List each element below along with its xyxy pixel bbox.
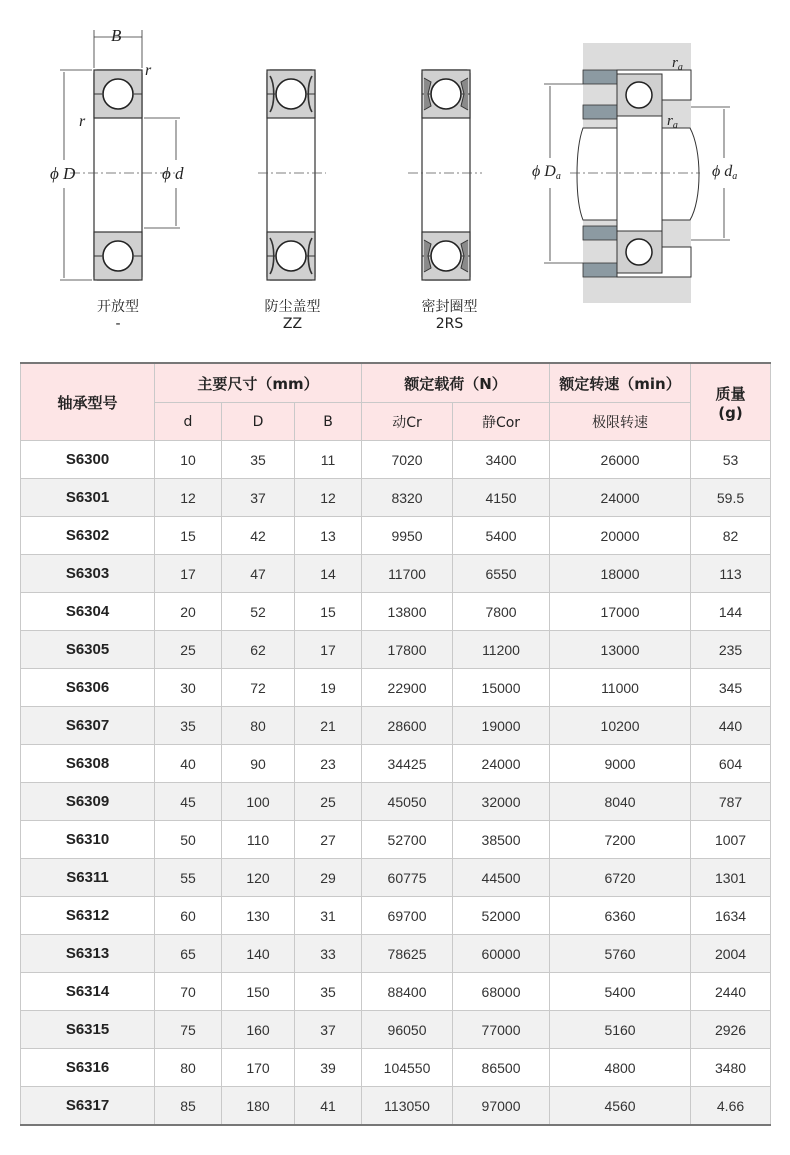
cell-b: 14 [295,555,362,593]
label-phi-da-inner: ϕ da [712,163,738,182]
table-row [21,555,771,593]
caption-zz-type [245,299,340,333]
caption-open-label: 开放型 [97,299,139,315]
cell-limit-speed: 5760 [550,935,691,973]
cell-b: 29 [295,859,362,897]
cell-mass: 3480 [691,1049,771,1087]
label-r-top: r [145,62,152,79]
cell-model: S6303 [21,555,155,593]
table-body [21,441,771,1126]
cell-cr: 52700 [362,821,453,859]
cell-mass: 2004 [691,935,771,973]
cell-outer-d: 80 [222,707,295,745]
cell-model: S6308 [21,745,155,783]
cell-cor: 97000 [453,1087,550,1126]
cell-cr: 22900 [362,669,453,707]
caption-open-code: - [115,316,121,332]
cell-model: S6317 [21,1087,155,1126]
cell-outer-d: 52 [222,593,295,631]
cell-b: 15 [295,593,362,631]
cell-model: S6310 [21,821,155,859]
cell-mass: 345 [691,669,771,707]
table-row [21,479,771,517]
cell-cr: 78625 [362,935,453,973]
cell-cor: 77000 [453,1011,550,1049]
cell-limit-speed: 9000 [550,745,691,783]
cell-b: 33 [295,935,362,973]
cell-mass: 2926 [691,1011,771,1049]
cell-cor: 19000 [453,707,550,745]
cell-d: 10 [155,441,222,479]
cell-limit-speed: 6360 [550,897,691,935]
cell-limit-speed: 4800 [550,1049,691,1087]
cell-cr: 28600 [362,707,453,745]
bearing-diagrams [0,0,790,345]
table-row [21,707,771,745]
cell-mass: 604 [691,745,771,783]
cell-cor: 86500 [453,1049,550,1087]
bearing-spec-table [20,362,771,1126]
cell-cor: 15000 [453,669,550,707]
cell-d: 35 [155,707,222,745]
header-main-dims: 主要尺寸（mm） [155,363,362,403]
table-row [21,897,771,935]
cell-cor: 60000 [453,935,550,973]
table-row [21,517,771,555]
cell-model: S6302 [21,517,155,555]
cell-limit-speed: 17000 [550,593,691,631]
cell-outer-d: 62 [222,631,295,669]
cell-d: 45 [155,783,222,821]
cell-d: 75 [155,1011,222,1049]
caption-zz-label: 防尘盖型 [264,299,321,315]
cell-d: 40 [155,745,222,783]
cell-d: 20 [155,593,222,631]
cell-outer-d: 100 [222,783,295,821]
table-row [21,859,771,897]
header-limit-speed: 极限转速 [550,403,691,441]
cell-outer-d: 120 [222,859,295,897]
cell-model: S6316 [21,1049,155,1087]
cell-cr: 60775 [362,859,453,897]
cell-model: S6300 [21,441,155,479]
cell-cor: 3400 [453,441,550,479]
cell-mass: 144 [691,593,771,631]
cell-outer-d: 90 [222,745,295,783]
cell-cr: 13800 [362,593,453,631]
mounting-drawing [532,43,737,303]
cell-cor: 44500 [453,859,550,897]
cell-b: 11 [295,441,362,479]
cell-cr: 34425 [362,745,453,783]
cell-d: 85 [155,1087,222,1126]
cell-outer-d: 150 [222,973,295,1011]
cell-limit-speed: 10200 [550,707,691,745]
header-mass: 质量 (g) [691,363,771,441]
cell-cor: 4150 [453,479,550,517]
cell-cr: 69700 [362,897,453,935]
cell-b: 39 [295,1049,362,1087]
cell-model: S6313 [21,935,155,973]
cell-b: 37 [295,1011,362,1049]
label-phi-outer-d: ϕ D [50,164,76,183]
cell-b: 23 [295,745,362,783]
cell-mass: 82 [691,517,771,555]
cell-outer-d: 140 [222,935,295,973]
cell-d: 30 [155,669,222,707]
header-model: 轴承型号 [21,363,155,441]
header-cr: 动Cr [362,403,453,441]
cell-cor: 52000 [453,897,550,935]
cell-model: S6312 [21,897,155,935]
cell-cor: 68000 [453,973,550,1011]
cell-mass: 113 [691,555,771,593]
cell-outer-d: 47 [222,555,295,593]
cell-limit-speed: 24000 [550,479,691,517]
header-d: d [155,403,222,441]
cell-d: 15 [155,517,222,555]
cell-model: S6315 [21,1011,155,1049]
cell-model: S6301 [21,479,155,517]
label-r-side: r [79,113,86,130]
cell-cor: 11200 [453,631,550,669]
cell-model: S6309 [21,783,155,821]
cell-mass: 1301 [691,859,771,897]
table-row [21,669,771,707]
2rs-type-drawing [408,70,482,280]
cell-limit-speed: 6720 [550,859,691,897]
table-row [21,441,771,479]
cell-model: S6304 [21,593,155,631]
cell-d: 80 [155,1049,222,1087]
cell-limit-speed: 7200 [550,821,691,859]
cell-model: S6314 [21,973,155,1011]
table-row [21,1011,771,1049]
cell-cr: 11700 [362,555,453,593]
label-b: B [111,26,122,45]
cell-mass: 1634 [691,897,771,935]
cell-limit-speed: 8040 [550,783,691,821]
cell-outer-d: 160 [222,1011,295,1049]
cell-b: 41 [295,1087,362,1126]
cell-b: 19 [295,669,362,707]
cell-mass: 787 [691,783,771,821]
table-row [21,1087,771,1126]
table-row [21,593,771,631]
label-phi-da-outer: ϕ Da [532,163,561,182]
caption-2rs-type [402,299,497,333]
cell-cr: 7020 [362,441,453,479]
cell-model: S6307 [21,707,155,745]
cell-mass: 235 [691,631,771,669]
header-outer-d: D [222,403,295,441]
cell-limit-speed: 4560 [550,1087,691,1126]
cell-cr: 45050 [362,783,453,821]
cell-limit-speed: 5160 [550,1011,691,1049]
cell-cor: 7800 [453,593,550,631]
cell-cor: 32000 [453,783,550,821]
cell-d: 55 [155,859,222,897]
cell-d: 60 [155,897,222,935]
cell-b: 12 [295,479,362,517]
zz-type-drawing [258,70,326,280]
cell-b: 25 [295,783,362,821]
table-row [21,821,771,859]
cell-outer-d: 72 [222,669,295,707]
cell-outer-d: 35 [222,441,295,479]
cell-model: S6305 [21,631,155,669]
cell-outer-d: 170 [222,1049,295,1087]
table-row [21,973,771,1011]
cell-limit-speed: 20000 [550,517,691,555]
label-ra-side: $r_a$ [667,113,678,131]
cell-cr: 88400 [362,973,453,1011]
cell-outer-d: 110 [222,821,295,859]
cell-limit-speed: 11000 [550,669,691,707]
cell-mass: 2440 [691,973,771,1011]
cell-outer-d: 42 [222,517,295,555]
cell-d: 17 [155,555,222,593]
cell-limit-speed: 13000 [550,631,691,669]
cell-cor: 38500 [453,821,550,859]
cell-cr: 9950 [362,517,453,555]
cell-b: 27 [295,821,362,859]
cell-b: 35 [295,973,362,1011]
table-row [21,631,771,669]
label-phi-inner-d: ϕ d [162,164,184,183]
caption-2rs-code: 2RS [435,316,464,332]
caption-zz-code: ZZ [282,316,303,332]
cell-d: 25 [155,631,222,669]
cell-limit-speed: 5400 [550,973,691,1011]
cell-b: 31 [295,897,362,935]
header-b: B [295,403,362,441]
caption-2rs-label: 密封圈型 [421,299,478,315]
open-type-drawing [50,26,184,280]
cell-d: 65 [155,935,222,973]
cell-model: S6311 [21,859,155,897]
cell-cr: 96050 [362,1011,453,1049]
header-rated-load: 额定载荷（N） [362,363,550,403]
cell-mass: 1007 [691,821,771,859]
cell-mass: 59.5 [691,479,771,517]
cell-d: 70 [155,973,222,1011]
cell-cor: 24000 [453,745,550,783]
header-rated-speed: 额定转速（min） [550,363,691,403]
cell-cor: 5400 [453,517,550,555]
cell-d: 12 [155,479,222,517]
cell-outer-d: 180 [222,1087,295,1126]
header-cor: 静Cor [453,403,550,441]
cell-mass: 4.66 [691,1087,771,1126]
caption-open-type [78,299,158,333]
cell-cr: 17800 [362,631,453,669]
cell-cr: 104550 [362,1049,453,1087]
cell-cr: 113050 [362,1087,453,1126]
cell-d: 50 [155,821,222,859]
cell-outer-d: 37 [222,479,295,517]
cell-cr: 8320 [362,479,453,517]
table-row [21,745,771,783]
label-ra-top: $r_a$ [672,55,683,73]
cell-cor: 6550 [453,555,550,593]
cell-limit-speed: 18000 [550,555,691,593]
cell-b: 13 [295,517,362,555]
cell-mass: 440 [691,707,771,745]
table-row [21,1049,771,1087]
cell-limit-speed: 26000 [550,441,691,479]
cell-b: 21 [295,707,362,745]
table-row [21,935,771,973]
cell-mass: 53 [691,441,771,479]
cell-b: 17 [295,631,362,669]
cell-model: S6306 [21,669,155,707]
cell-outer-d: 130 [222,897,295,935]
table-row [21,783,771,821]
